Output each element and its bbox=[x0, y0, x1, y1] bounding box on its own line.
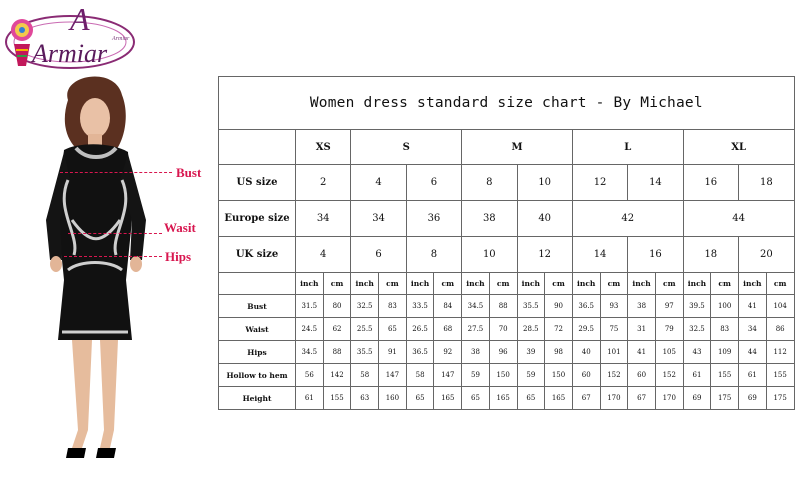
size-m: M bbox=[462, 130, 573, 165]
measurement-value-cell: 92 bbox=[434, 341, 462, 364]
measurement-value-cell: 65 bbox=[379, 318, 407, 341]
measurement-label: Bust bbox=[219, 295, 296, 318]
unit-header-cell: inch bbox=[296, 273, 324, 295]
measurement-value-cell: 59 bbox=[462, 364, 490, 387]
measurement-value-cell: 39 bbox=[517, 341, 545, 364]
brand-logo bbox=[0, 0, 150, 80]
measurement-value-cell: 61 bbox=[739, 364, 767, 387]
measurement-value-cell: 147 bbox=[434, 364, 462, 387]
unit-header-cell: cm bbox=[766, 273, 794, 295]
measurement-value-cell: 62 bbox=[323, 318, 351, 341]
measurement-value-cell: 67 bbox=[628, 387, 656, 410]
measurement-value-cell: 147 bbox=[379, 364, 407, 387]
size-l: L bbox=[572, 130, 683, 165]
measurement-value-cell: 26.5 bbox=[406, 318, 434, 341]
row-label: Europe size bbox=[219, 201, 296, 237]
unit-header-cell: inch bbox=[683, 273, 711, 295]
measurement-value-cell: 35.5 bbox=[351, 341, 379, 364]
measurement-value-cell: 80 bbox=[323, 295, 351, 318]
measurement-value-cell: 43 bbox=[683, 341, 711, 364]
row-label: US size bbox=[219, 165, 296, 201]
measurement-value-cell: 68 bbox=[434, 318, 462, 341]
europe-size-cell: 36 bbox=[406, 201, 461, 237]
measurement-value-cell: 36.5 bbox=[406, 341, 434, 364]
measurement-value-cell: 152 bbox=[655, 364, 683, 387]
measurement-value-cell: 31.5 bbox=[296, 295, 324, 318]
unit-header-row bbox=[219, 273, 795, 295]
measurement-value-cell: 36.5 bbox=[572, 295, 600, 318]
unit-header-cell: inch bbox=[351, 273, 379, 295]
measurement-label: Waist bbox=[219, 318, 296, 341]
measurement-value-cell: 59 bbox=[517, 364, 545, 387]
measurement-value-cell: 41 bbox=[739, 295, 767, 318]
unit-header-cell: cm bbox=[600, 273, 628, 295]
measurement-value-cell: 70 bbox=[489, 318, 517, 341]
unit-header-cell: cm bbox=[545, 273, 573, 295]
unit-header-cell: cm bbox=[711, 273, 739, 295]
us-size-cell: 12 bbox=[572, 165, 627, 201]
measurement-value-cell: 98 bbox=[545, 341, 573, 364]
uk-size-cell: 20 bbox=[739, 237, 795, 273]
measurement-value-cell: 35.5 bbox=[517, 295, 545, 318]
measurement-row bbox=[219, 318, 795, 341]
us-size-cell: 18 bbox=[739, 165, 795, 201]
measurement-value-cell: 152 bbox=[600, 364, 628, 387]
logo-small-text: Armiar bbox=[112, 36, 130, 42]
measurement-value-cell: 69 bbox=[683, 387, 711, 410]
unit-header-cell: inch bbox=[462, 273, 490, 295]
measurement-value-cell: 63 bbox=[351, 387, 379, 410]
measurement-value-cell: 58 bbox=[351, 364, 379, 387]
measurement-value-cell: 27.5 bbox=[462, 318, 490, 341]
measurement-row bbox=[219, 364, 795, 387]
measurement-value-cell: 155 bbox=[323, 387, 351, 410]
us-size-cell: 2 bbox=[296, 165, 351, 201]
unit-header-cell: cm bbox=[379, 273, 407, 295]
unit-header-cell: cm bbox=[323, 273, 351, 295]
measurement-value-cell: 109 bbox=[711, 341, 739, 364]
measurement-value-cell: 38 bbox=[462, 341, 490, 364]
size-s: S bbox=[351, 130, 462, 165]
waist-callout: Wasit bbox=[164, 220, 196, 235]
measurement-value-cell: 39.5 bbox=[683, 295, 711, 318]
size-xs: XS bbox=[296, 130, 351, 165]
europe-size-cell: 42 bbox=[572, 201, 683, 237]
measurement-value-cell: 44 bbox=[739, 341, 767, 364]
measurement-value-cell: 25.5 bbox=[351, 318, 379, 341]
measurement-value-cell: 61 bbox=[683, 364, 711, 387]
uk-size-cell: 8 bbox=[406, 237, 461, 273]
measurement-value-cell: 72 bbox=[545, 318, 573, 341]
us-size-cell: 16 bbox=[683, 165, 738, 201]
measurement-value-cell: 60 bbox=[572, 364, 600, 387]
us-size-cell: 8 bbox=[462, 165, 517, 201]
unit-header-cell: inch bbox=[572, 273, 600, 295]
svg-text:A: A bbox=[70, 1, 90, 37]
unit-header-cell: inch bbox=[628, 273, 656, 295]
measurement-value-cell: 150 bbox=[489, 364, 517, 387]
measurement-value-cell: 28.5 bbox=[517, 318, 545, 341]
size-chart-table bbox=[218, 76, 795, 410]
europe-size-cell: 34 bbox=[296, 201, 351, 237]
europe-size-cell: 40 bbox=[517, 201, 572, 237]
measurement-row bbox=[219, 387, 795, 410]
measurement-value-cell: 175 bbox=[766, 387, 794, 410]
measurement-value-cell: 170 bbox=[655, 387, 683, 410]
measurement-value-cell: 32.5 bbox=[683, 318, 711, 341]
measurement-label: Hips bbox=[219, 341, 296, 364]
us-size-cell: 14 bbox=[628, 165, 683, 201]
measurement-value-cell: 24.5 bbox=[296, 318, 324, 341]
unit-header-cell: inch bbox=[517, 273, 545, 295]
measurement-value-cell: 97 bbox=[655, 295, 683, 318]
measurement-value-cell: 40 bbox=[572, 341, 600, 364]
measurement-value-cell: 165 bbox=[434, 387, 462, 410]
row-label: UK size bbox=[219, 237, 296, 273]
measurement-value-cell: 165 bbox=[545, 387, 573, 410]
size-header-row bbox=[219, 130, 795, 165]
uk-size-cell: 10 bbox=[462, 237, 517, 273]
measurements-body bbox=[219, 295, 795, 410]
measurement-value-cell: 91 bbox=[379, 341, 407, 364]
uk-size-row bbox=[219, 237, 795, 273]
size-xl: XL bbox=[683, 130, 794, 165]
measurement-value-cell: 88 bbox=[489, 295, 517, 318]
measurement-value-cell: 96 bbox=[489, 341, 517, 364]
europe-size-cell: 34 bbox=[351, 201, 406, 237]
uk-size-cell: 14 bbox=[572, 237, 627, 273]
measurement-value-cell: 34.5 bbox=[462, 295, 490, 318]
model-figure bbox=[20, 70, 170, 490]
uk-size-cell: 6 bbox=[351, 237, 406, 273]
hips-callout: Hips bbox=[165, 249, 192, 264]
measurement-value-cell: 90 bbox=[545, 295, 573, 318]
uk-size-cell: 4 bbox=[296, 237, 351, 273]
bust-callout: Bust bbox=[176, 165, 202, 180]
measurement-value-cell: 29.5 bbox=[572, 318, 600, 341]
measurement-value-cell: 83 bbox=[379, 295, 407, 318]
measurement-value-cell: 60 bbox=[628, 364, 656, 387]
hips-pointer bbox=[64, 256, 162, 257]
measurement-label: Hollow to hem bbox=[219, 364, 296, 387]
europe-size-row bbox=[219, 201, 795, 237]
measurement-value-cell: 31 bbox=[628, 318, 656, 341]
uk-size-cell: 12 bbox=[517, 237, 572, 273]
us-size-cell: 4 bbox=[351, 165, 406, 201]
europe-size-cell: 44 bbox=[683, 201, 794, 237]
measurement-value-cell: 75 bbox=[600, 318, 628, 341]
bust-pointer bbox=[60, 172, 172, 173]
measurement-value-cell: 61 bbox=[296, 387, 324, 410]
us-size-row bbox=[219, 165, 795, 201]
measurement-value-cell: 65 bbox=[517, 387, 545, 410]
measurement-label: Height bbox=[219, 387, 296, 410]
measurement-value-cell: 150 bbox=[545, 364, 573, 387]
unit-header-cell: inch bbox=[406, 273, 434, 295]
measurement-value-cell: 79 bbox=[655, 318, 683, 341]
unit-header-cell: cm bbox=[489, 273, 517, 295]
measurement-value-cell: 67 bbox=[572, 387, 600, 410]
waist-pointer bbox=[68, 233, 162, 234]
measurement-value-cell: 101 bbox=[600, 341, 628, 364]
measurement-value-cell: 104 bbox=[766, 295, 794, 318]
measurement-value-cell: 34 bbox=[739, 318, 767, 341]
measurement-value-cell: 58 bbox=[406, 364, 434, 387]
measurement-value-cell: 142 bbox=[323, 364, 351, 387]
unit-header-cell: inch bbox=[739, 273, 767, 295]
measurement-value-cell: 155 bbox=[766, 364, 794, 387]
measurement-value-cell: 83 bbox=[711, 318, 739, 341]
measurement-value-cell: 65 bbox=[462, 387, 490, 410]
measurement-value-cell: 155 bbox=[711, 364, 739, 387]
measurement-value-cell: 93 bbox=[600, 295, 628, 318]
measurement-value-cell: 112 bbox=[766, 341, 794, 364]
measurement-row bbox=[219, 295, 795, 318]
measurement-value-cell: 175 bbox=[711, 387, 739, 410]
us-size-cell: 10 bbox=[517, 165, 572, 201]
measurement-value-cell: 100 bbox=[711, 295, 739, 318]
measurement-value-cell: 160 bbox=[379, 387, 407, 410]
empty-corner-cell bbox=[219, 130, 296, 165]
logo-text: Armiar bbox=[32, 39, 108, 68]
empty-unit-label-cell bbox=[219, 273, 296, 295]
uk-size-cell: 18 bbox=[683, 237, 738, 273]
us-size-cell: 6 bbox=[406, 165, 461, 201]
uk-size-cell: 16 bbox=[628, 237, 683, 273]
europe-size-cell: 38 bbox=[462, 201, 517, 237]
chart-title: Women dress standard size chart - By Michael bbox=[219, 77, 795, 130]
measurement-value-cell: 170 bbox=[600, 387, 628, 410]
unit-header-cell: cm bbox=[434, 273, 462, 295]
measurement-value-cell: 65 bbox=[406, 387, 434, 410]
measurement-value-cell: 69 bbox=[739, 387, 767, 410]
measurement-value-cell: 105 bbox=[655, 341, 683, 364]
measurement-value-cell: 38 bbox=[628, 295, 656, 318]
measurement-value-cell: 32.5 bbox=[351, 295, 379, 318]
measurement-row bbox=[219, 341, 795, 364]
measurement-value-cell: 41 bbox=[628, 341, 656, 364]
measurement-value-cell: 84 bbox=[434, 295, 462, 318]
measurement-value-cell: 88 bbox=[323, 341, 351, 364]
unit-header-cell: cm bbox=[655, 273, 683, 295]
measurement-value-cell: 34.5 bbox=[296, 341, 324, 364]
measurement-value-cell: 33.5 bbox=[406, 295, 434, 318]
measurement-value-cell: 56 bbox=[296, 364, 324, 387]
measurement-value-cell: 86 bbox=[766, 318, 794, 341]
measurement-value-cell: 165 bbox=[489, 387, 517, 410]
